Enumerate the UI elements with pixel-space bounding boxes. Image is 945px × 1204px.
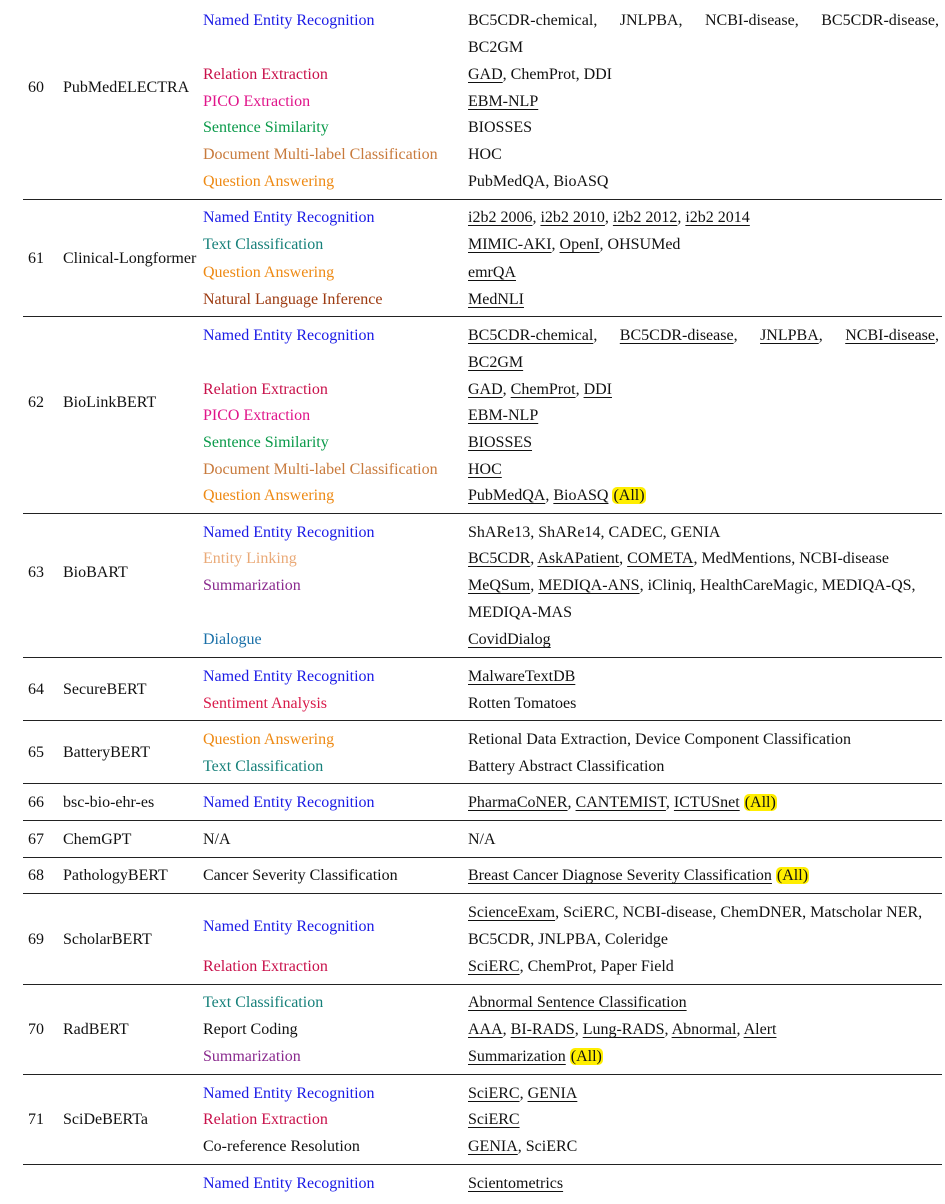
dataset: COMETA	[627, 550, 694, 567]
task-label: Sentence Similarity	[203, 119, 329, 136]
dataset-list: SciERC, GENIA	[468, 1085, 578, 1102]
dataset: HOC	[468, 461, 502, 478]
dataset: Retional Data Extraction, Device Component Classification	[468, 731, 852, 748]
dataset-item: JNLPBA,	[760, 327, 823, 344]
task-label: Summarization	[203, 577, 301, 594]
dataset-list	[468, 904, 922, 922]
row-divider	[23, 857, 942, 858]
task-label: Dialogue	[203, 631, 262, 648]
task-label: Named Entity Recognition	[203, 524, 375, 541]
dataset-list	[468, 327, 939, 345]
row-number: 68	[28, 867, 44, 884]
task-label: Relation Extraction	[203, 66, 328, 83]
row-number: 60	[28, 79, 44, 96]
dataset: BioASQ	[553, 487, 609, 504]
task-label: Report Coding	[203, 1021, 298, 1038]
dataset: i2b2 2012	[612, 209, 678, 226]
dataset-list	[468, 12, 939, 30]
task-label: Cancer Severity Classification	[203, 867, 398, 884]
row-number: 67	[28, 831, 44, 848]
dataset: SciERC	[468, 1111, 520, 1128]
dataset: MEDIQA-ANS	[538, 577, 640, 594]
dataset-list	[468, 867, 809, 885]
dataset: Summarization	[468, 1048, 566, 1065]
dataset: MedNLI	[468, 291, 524, 308]
dataset: AskAPatient	[537, 550, 620, 567]
dataset: GENIA	[527, 1085, 578, 1102]
dataset: i2b2 2006	[468, 209, 533, 226]
dataset: , MedMentions, NCBI-disease	[693, 550, 889, 567]
task-label: Named Entity Recognition	[203, 209, 375, 226]
row-number: 65	[28, 744, 44, 761]
row-divider	[23, 820, 942, 821]
task-label: Named Entity Recognition	[203, 1085, 375, 1102]
task-label: Named Entity Recognition	[203, 794, 375, 811]
row-divider	[23, 316, 942, 317]
task-label: Named Entity Recognition	[203, 918, 375, 935]
dataset-item: BC5CDR-chemical,	[468, 327, 598, 344]
task-label: Named Entity Recognition	[203, 1175, 375, 1192]
row-divider	[23, 1074, 942, 1075]
dataset: , SciERC	[517, 1138, 578, 1155]
task-label: Document Multi-label Classification	[203, 461, 438, 478]
dataset: BC5CDR	[468, 550, 531, 567]
dataset: MalwareTextDB	[468, 668, 576, 685]
dataset-list: MeQSum, MEDIQA-ANS, iCliniq, HealthCareMagic, MEDIQA-QS,	[468, 577, 916, 594]
dataset: GENIA	[468, 1138, 518, 1155]
task-label: Relation Extraction	[203, 1111, 328, 1128]
dataset: DDI	[583, 381, 612, 398]
dataset-list: i2b2 2006, i2b2 2010, i2b2 2012, i2b2 2014	[468, 209, 750, 226]
task-label: Entity Linking	[203, 550, 297, 567]
row-divider	[23, 893, 942, 894]
all-highlight-badge: (All)	[613, 487, 645, 504]
dataset: AAA	[468, 1021, 503, 1038]
dataset: BI-RADS	[510, 1021, 575, 1038]
model-name: PathologyBERT	[63, 867, 168, 884]
dataset: ICTUSnet	[673, 794, 740, 811]
task-label: Question Answering	[203, 487, 335, 504]
model-name: SciDeBERTa	[63, 1111, 149, 1128]
dataset-list: MIMIC-AKI, OpenI, OHSUMed	[468, 236, 681, 253]
dataset-list: PharmaCoNER, CANTEMIST, ICTUSnet (All)	[468, 794, 776, 811]
dataset: i2b2 2014	[685, 209, 750, 226]
dataset: GAD	[468, 66, 503, 83]
dataset: Abnormal	[671, 1021, 737, 1038]
dataset-list	[468, 66, 612, 84]
dataset: BIOSSES	[468, 434, 533, 451]
dataset: BC5CDR-chemical,	[468, 12, 598, 29]
dataset: MeQSum	[468, 577, 531, 594]
row-number: 70	[28, 1021, 44, 1038]
model-name: ChemGPT	[63, 831, 132, 848]
dataset-item: NCBI-disease,	[845, 327, 939, 344]
task-label: Named Entity Recognition	[203, 12, 375, 29]
dataset: ScienceExam	[468, 904, 556, 921]
dataset: Alert	[743, 1021, 777, 1038]
row-number: 62	[28, 394, 44, 411]
dataset: i2b2 2010	[540, 209, 605, 226]
all-highlight-badge: (All)	[776, 867, 809, 884]
dataset: Battery Abstract Classification	[468, 758, 665, 775]
task-label: Summarization	[203, 1048, 301, 1065]
dataset: BC2GM	[468, 39, 524, 56]
dataset: BIOSSES	[468, 119, 533, 136]
dataset: NCBI-disease	[845, 327, 935, 344]
task-label: Co-reference Resolution	[203, 1138, 360, 1155]
row-number: 63	[28, 564, 44, 581]
dataset: MEDIQA-MAS	[468, 604, 572, 621]
dataset: EBM-NLP	[468, 93, 539, 110]
task-label: Text Classification	[203, 758, 324, 775]
dataset-list: BC5CDR, AskAPatient, COMETA, MedMentions, NCBI-disease	[468, 550, 889, 567]
row-number: 69	[28, 931, 44, 948]
row-divider	[23, 720, 942, 721]
dataset-list	[468, 1048, 603, 1066]
dataset: Abnormal Sentence Classification	[468, 994, 687, 1011]
task-label: Natural Language Inference	[203, 291, 383, 308]
dataset: JNLPBA	[760, 327, 819, 344]
task-label: PICO Extraction	[203, 407, 311, 424]
task-label: Question Answering	[203, 173, 335, 190]
task-label: Relation Extraction	[203, 958, 328, 975]
dataset: Lung-RADS	[582, 1021, 665, 1038]
row-number: 61	[28, 250, 44, 267]
dataset: BC5CDR-disease,	[821, 12, 939, 29]
dataset: N/A	[468, 831, 496, 848]
model-name: PubMedELECTRA	[63, 79, 190, 96]
task-label: Named Entity Recognition	[203, 668, 375, 685]
row-divider	[23, 783, 942, 784]
task-label: N/A	[203, 831, 231, 848]
model-name: ScholarBERT	[63, 931, 152, 948]
dataset: BC2GM	[468, 354, 524, 371]
dataset: GAD	[468, 381, 503, 398]
task-label: Question Answering	[203, 264, 335, 281]
dataset: OpenI	[559, 236, 600, 253]
dataset-list: GAD, ChemProt, DDI	[468, 381, 612, 398]
dataset: PubMedQA, BioASQ	[468, 173, 609, 190]
dataset: CANTEMIST	[575, 794, 666, 811]
dataset: NCBI-disease,	[704, 12, 799, 29]
dataset-list: PubMedQA, BioASQ (All)	[468, 487, 645, 504]
dataset: HOC	[468, 146, 502, 163]
row-divider	[23, 199, 942, 200]
task-label: Text Classification	[203, 994, 324, 1011]
dataset: BC5CDR, JNLPBA, Coleridge	[468, 931, 669, 948]
model-name: BioLinkBERT	[63, 394, 157, 411]
dataset-list: AAA, BI-RADS, Lung-RADS, Abnormal, Alert	[468, 1021, 777, 1038]
dataset: Breast Cancer Diagnose Severity Classification	[468, 867, 772, 884]
dataset: Scientometrics	[468, 1175, 564, 1192]
row-divider	[23, 513, 942, 514]
dataset-list	[468, 958, 674, 976]
dataset: CovidDialog	[468, 631, 551, 648]
dataset: EBM-NLP	[468, 407, 539, 424]
model-name: bsc-bio-ehr-es	[63, 794, 155, 811]
task-label: Text Classification	[203, 236, 324, 253]
row-number: 64	[28, 681, 44, 698]
dataset: SciERC	[468, 1085, 520, 1102]
dataset: MIMIC-AKI	[468, 236, 552, 253]
dataset: PubMedQA	[468, 487, 546, 504]
row-divider	[23, 657, 942, 658]
task-label: Named Entity Recognition	[203, 327, 375, 344]
task-label: Document Multi-label Classification	[203, 146, 438, 163]
dataset: ChemProt	[510, 381, 576, 398]
model-name: BioBART	[63, 564, 128, 581]
task-label: Sentiment Analysis	[203, 695, 327, 712]
row-divider	[23, 1164, 942, 1165]
all-highlight-badge: (All)	[744, 794, 776, 811]
dataset: ShARe13, ShARe14, CADEC, GENIA	[468, 524, 721, 541]
dataset: Rotten Tomatoes	[468, 695, 577, 712]
task-label: Relation Extraction	[203, 381, 328, 398]
row-number: 71	[28, 1111, 44, 1128]
model-name: SecureBERT	[63, 681, 147, 698]
dataset: PharmaCoNER	[468, 794, 568, 811]
all-highlight-badge: (All)	[570, 1048, 602, 1065]
dataset: BC5CDR-chemical	[468, 327, 594, 344]
model-name: Clinical-Longformer	[63, 250, 197, 267]
task-label: PICO Extraction	[203, 93, 311, 110]
dataset: , SciERC, NCBI-disease, ChemDNER, Matscholar NER,	[555, 904, 923, 921]
dataset: emrQA	[468, 264, 516, 281]
model-name: BatteryBERT	[63, 744, 151, 761]
dataset: , ChemProt, Paper Field	[519, 958, 674, 975]
dataset-list	[468, 1138, 577, 1156]
dataset-item: BC5CDR-disease,	[619, 327, 738, 344]
dataset: JNLPBA,	[619, 12, 683, 29]
row-divider	[23, 984, 942, 985]
dataset: SciERC	[468, 958, 520, 975]
dataset: , OHSUMed	[599, 236, 681, 253]
task-label: Question Answering	[203, 731, 335, 748]
dataset: , iCliniq, HealthCareMagic, MEDIQA-QS,	[639, 577, 916, 594]
dataset: BC5CDR-disease	[619, 327, 734, 344]
model-name: RadBERT	[63, 1021, 129, 1038]
dataset: , ChemProt, DDI	[502, 66, 612, 83]
task-label: Sentence Similarity	[203, 434, 329, 451]
row-number: 66	[28, 794, 44, 811]
